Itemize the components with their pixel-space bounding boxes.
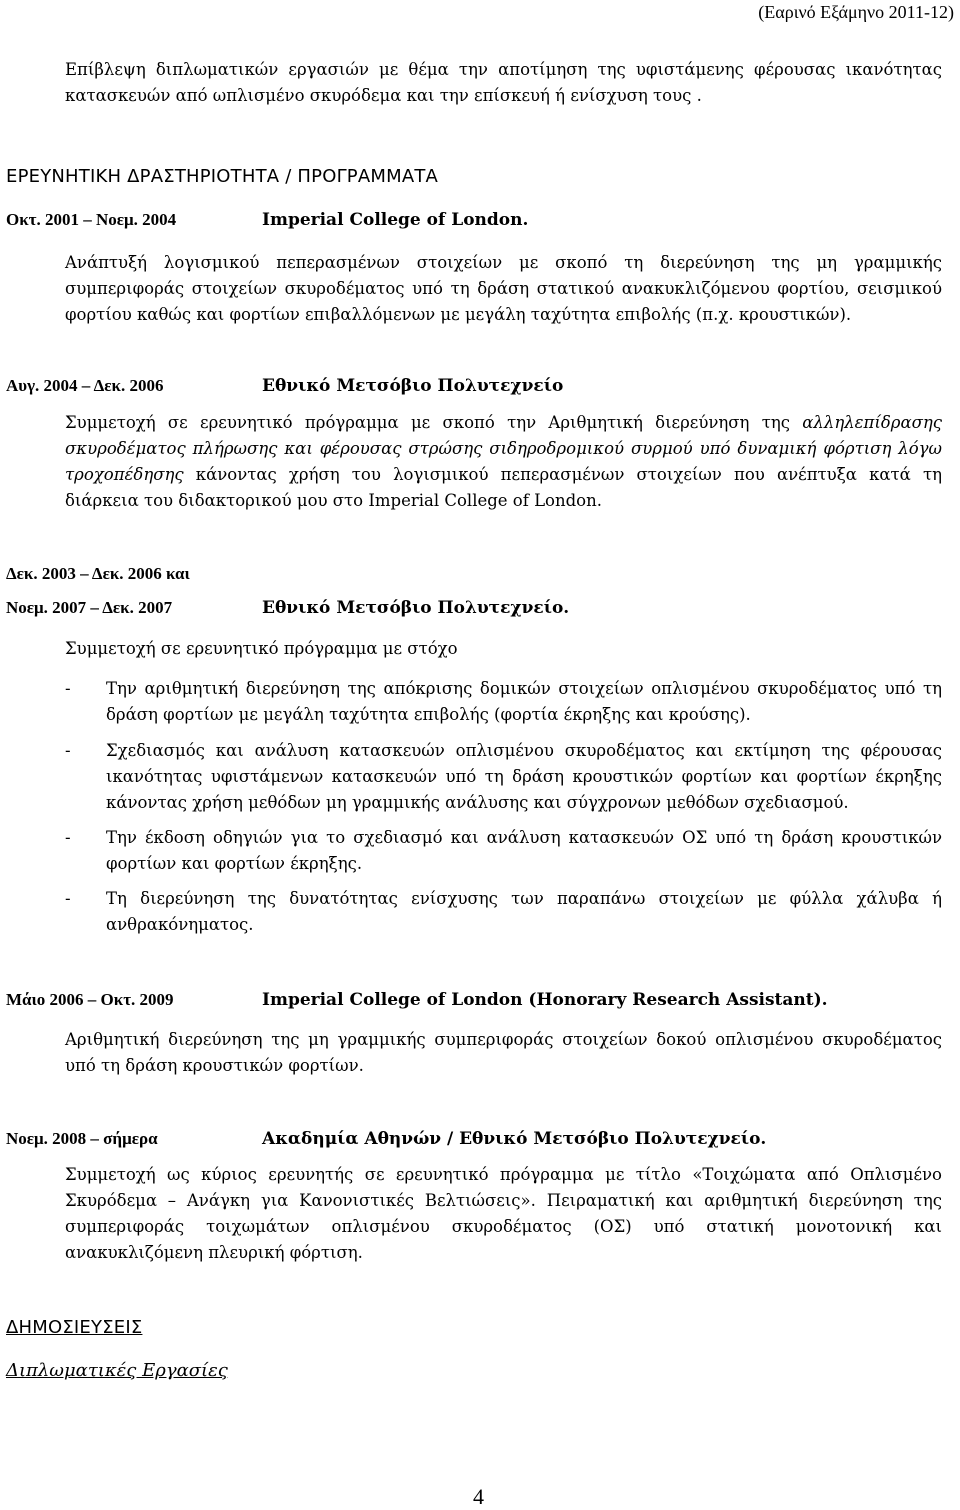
bullet-item [65, 825, 942, 877]
paragraph-line: ανακυκλιζόμενη πλευρική φόρτιση. [65, 1243, 363, 1262]
entry-description [65, 1027, 942, 1079]
italic-term: σκυροδέματος πλήρωσης και φέρουσας στρώσης σιδηροδρομικού συρμού υπό δυναμική φόρτιση λόγω [65, 439, 942, 458]
paragraph-line: συμπεριφοράς τοιχωμάτων οπλισμένου σκυροδέματος (ΟΣ) υπό στατική μονοτονική και [65, 1217, 942, 1236]
italic-term: αλληλεπίδρασης [802, 413, 942, 432]
entry-institution: Imperial College of London (Honorary Research Assistant). [262, 990, 828, 1010]
entry-institution: Εθνικό Μετσόβιο Πολυτεχνείο [262, 376, 564, 396]
intro-paragraph [65, 57, 942, 109]
entry-intro: Συμμετοχή σε ερευνητικό πρόγραμμα με στόχο [65, 639, 458, 658]
page-number: 4 [473, 1484, 484, 1509]
bullet-dash: - [65, 828, 71, 847]
entry-date: Δεκ. 2003 – Δεκ. 2006 και [6, 564, 190, 583]
bullet-text [106, 738, 942, 816]
paragraph-line: Σκυρόδεμα – Ανάγκη για Κανονιστικές Βελτιώσεις». Πειραματική και αριθμητική διερεύνηση της [65, 1191, 942, 1210]
publications-subheading: Διπλωματικές Εργασίες [6, 1360, 228, 1381]
paragraph-line: ικανότητας υφιστάμενων κατασκευών υπό τη δράση κρουστικών φορτίων και φορτίων έκρηξης [106, 767, 942, 786]
paragraph-line [65, 436, 942, 462]
bullet-dash: - [65, 741, 71, 760]
paragraph-line: ανθρακόνηματος. [106, 915, 254, 934]
paragraph-line [65, 462, 942, 488]
paragraph-line: Ανάπτυξή λογισμικού πεπερασμένων στοιχείων με σκοπό τη διερεύνηση της μη γραμμικής [65, 253, 942, 272]
entry-institution: Ακαδημία Αθηνών / Εθνικό Μετσόβιο Πολυτεχνείο. [262, 1129, 767, 1149]
bullet-text [106, 676, 942, 728]
text-span: Συμμετοχή σε ερευνητικό πρόγραμμα με σκοπό την Αριθμητική διερεύνηση της [65, 413, 803, 432]
publications-section-heading: ΔΗΜΟΣΙΕΥΣΕΙΣ [6, 1317, 143, 1338]
entry-institution: Imperial College of London. [262, 210, 529, 230]
page-header-term: (Εαρινό Εξάμηνο 2011-12) [758, 2, 954, 22]
entry-date: Νοεμ. 2008 – σήμερα [6, 1129, 158, 1148]
paragraph-line: Αριθμητική διερεύνηση της μη γραμμικής συμπεριφοράς στοιχείων δοκού οπλισμένου σκυροδέματος [65, 1030, 942, 1049]
paragraph-line: Επίβλεψη διπλωματικών εργασιών με θέμα την αποτίμηση της υφιστάμενης φέρουσας ικανότητας [65, 60, 942, 79]
research-section-heading: ΕΡΕΥΝΗΤΙΚΗ ΔΡΑΣΤΗΡΙΟΤΗΤΑ / ΠΡΟΓΡΑΜΜΑΤΑ [6, 166, 439, 187]
paragraph-line: Σχεδιασμός και ανάλυση κατασκευών οπλισμένου σκυροδέματος και εκτίμηση της φέρουσας [106, 741, 942, 760]
bullet-item [65, 738, 942, 816]
paragraph-line: φορτίων και φορτίων έκρηξης. [106, 854, 363, 873]
entry-description [65, 250, 942, 328]
paragraph-line: Συμμετοχή ως κύριος ερευνητής σε ερευνητικό πρόγραμμα με τίτλο «Τοιχώματα από Οπλισμένο [65, 1165, 942, 1184]
paragraph-line: Την έκδοση οδηγιών για το σχεδιασμό και ανάλυση κατασκευών ΟΣ υπό τη δράση κρουστικών [106, 828, 942, 847]
italic-term: τροχοπέδησης [65, 465, 184, 484]
paragraph-line: υπό τη δράση κρουστικών φορτίων. [65, 1056, 364, 1075]
text-span: κάνοντας χρήση του λογισμικού πεπερασμένων στοιχείων που ανέπτυξα κατά τη [183, 465, 942, 484]
bullet-text [106, 886, 942, 938]
paragraph-line: φορτίου καθώς και φορτίων επιβαλλόμενων με μεγάλη ταχύτητα επιβολής (π.χ. κρουστικών). [65, 305, 852, 324]
entry-date: Οκτ. 2001 – Νοεμ. 2004 [6, 210, 177, 229]
paragraph-line: συμπεριφοράς στοιχείων σκυροδέματος υπό τη δράση στατικού ανακυκλιζόμενου φορτίου, σεισμικού [65, 279, 942, 298]
entry-date: Νοεμ. 2007 – Δεκ. 2007 [6, 598, 173, 617]
entry-institution: Εθνικό Μετσόβιο Πολυτεχνείο. [262, 598, 570, 618]
paragraph-line: Τη διερεύνηση της δυνατότητας ενίσχυσης των παραπάνω στοιχείων με φύλλα χάλυβα ή [106, 889, 942, 908]
entry-date: Μάιο 2006 – Οκτ. 2009 [6, 990, 174, 1009]
paragraph-line: κατασκευών από ωπλισμένο σκυρόδεμα και την επίσκευή ή ενίσχυση τους . [65, 86, 702, 105]
bullet-item [65, 886, 942, 938]
bullet-item [65, 676, 942, 728]
paragraph-line: διάρκεια του διδακτορικού μου στο Imperial College of London. [65, 491, 602, 510]
entry-description [65, 1162, 942, 1266]
entry-date: Αυγ. 2004 – Δεκ. 2006 [6, 376, 164, 395]
paragraph-line: δράση φορτίων με μεγάλη ταχύτητα επιβολής (φορτία έκρηξης και κρούσης). [106, 705, 751, 724]
paragraph-line: κάνοντας χρήση μεθόδων μη γραμμικής ανάλυσης και σύγχρονων μεθόδων σχεδιασμού. [106, 793, 849, 812]
bullet-dash: - [65, 889, 71, 908]
paragraph-line [65, 410, 942, 436]
bullet-text [106, 825, 942, 877]
entry-description [65, 410, 942, 514]
bullet-dash: - [65, 679, 71, 698]
paragraph-line: Την αριθμητική διερεύνηση της απόκρισης δομικών στοιχείων οπλισμένου σκυροδέματος υπό τη [106, 679, 942, 698]
